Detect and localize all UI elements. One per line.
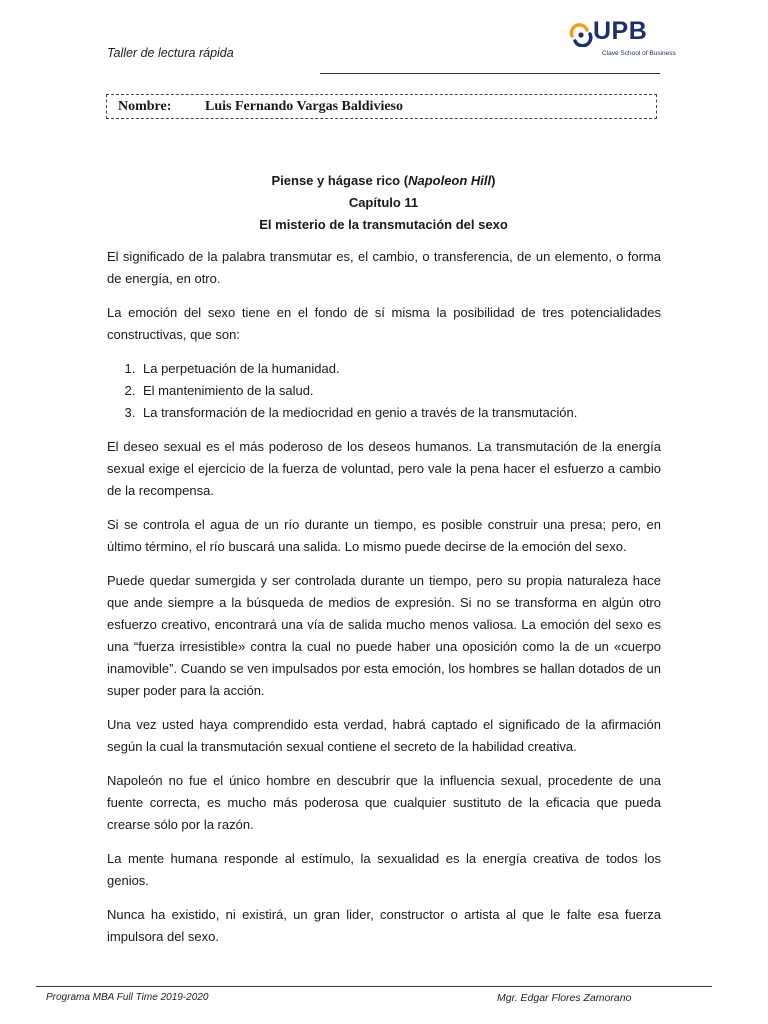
document-body (107, 246, 661, 960)
footer-instructor: Mgr. Edgar Flores Zamorano (497, 992, 632, 1004)
name-value: Luis Fernando Vargas Baldivieso (205, 99, 403, 114)
chapter-title: El misterio de la transmutación del sexo (259, 217, 508, 232)
list-item: 1. La perpetuación de la humanidad. (139, 358, 661, 380)
upb-logo (568, 17, 676, 62)
name-box (106, 94, 657, 119)
upb-logo-mark-icon (568, 23, 594, 47)
upb-logo-text: UPB (593, 17, 648, 45)
paragraph: Si se controla el agua de un río durante un tiempo, es posible construir una presa; pero, en último término, el río buscará una salida. Lo mismo puede decirse de la emoción del sexo. (107, 517, 661, 554)
paragraph: Puede quedar sumergida y ser controlada durante un tiempo, pero su propia naturaleza hace que ande siempre a la búsqueda de medios de expresión. Si no se transforma en algún otro esfuerzo creativo, encontrará una vía de salida mucho menos valiosa. La emoción del sexo es una “fuerza irresistible» contra la cual no puede haber una oposición como la de un «cuerpo inamovible”. Cuando se ven impulsados por esta emoción, los hombres se hallan dotados de un super poder para la acción. (107, 573, 661, 698)
paragraph: Nunca ha existido, ni existirá, un gran lider, constructor o artista al que le falte esa fuerza impulsora del sexo. (107, 907, 661, 944)
course-title: Taller de lectura rápida (107, 46, 234, 60)
header-divider (320, 73, 660, 74)
book-author: Napoleon Hill (408, 173, 492, 188)
footer-divider (36, 986, 712, 987)
upb-logo-subtitle: Clave School of Business (602, 50, 676, 57)
book-title-close: ) (491, 173, 496, 188)
paragraph: Una vez usted haya comprendido esta verdad, habrá captado el significado de la afirmación según la cual la transmutación sexual contiene el secreto de la habilidad creativa. (107, 717, 661, 754)
book-title: Piense y hágase rico ( (271, 173, 409, 188)
paragraph: El significado de la palabra transmutar es, el cambio, o transferencia, de un elemento, o forma de energía, en otro. (107, 249, 661, 286)
footer-program: Programa MBA Full Time 2019-2020 (46, 992, 209, 1003)
potentialities-list (107, 358, 661, 424)
paragraph: Napoleón no fue el único hombre en descubrir que la influencia sexual, procedente de una fuente correcta, es mucho más poderosa que cualquier sustituto de la eficacia que pueda crearse sólo por la razón. (107, 773, 661, 832)
list-item: 2. El mantenimiento de la salud. (139, 380, 661, 402)
list-item: 3. La transformación de la mediocridad en genio a través de la transmutación. (139, 402, 661, 424)
paragraph: La mente humana responde al estímulo, la sexualidad es la energía creativa de todos los genios. (107, 851, 661, 888)
document-heading (107, 170, 660, 236)
book-title-line (107, 170, 660, 192)
chapter-number: Capítulo 11 (348, 195, 419, 210)
paragraph: El deseo sexual es el más poderoso de los deseos humanos. La transmutación de la energía sexual exige el ejercicio de la fuerza de voluntad, pero vale la pena hacer el esfuerzo a cambio de la recompensa. (107, 439, 661, 498)
paragraph: La emoción del sexo tiene en el fondo de sí misma la posibilidad de tres potencialidades constructivas, que son: (107, 305, 661, 342)
name-label: Nombre: (118, 99, 172, 114)
